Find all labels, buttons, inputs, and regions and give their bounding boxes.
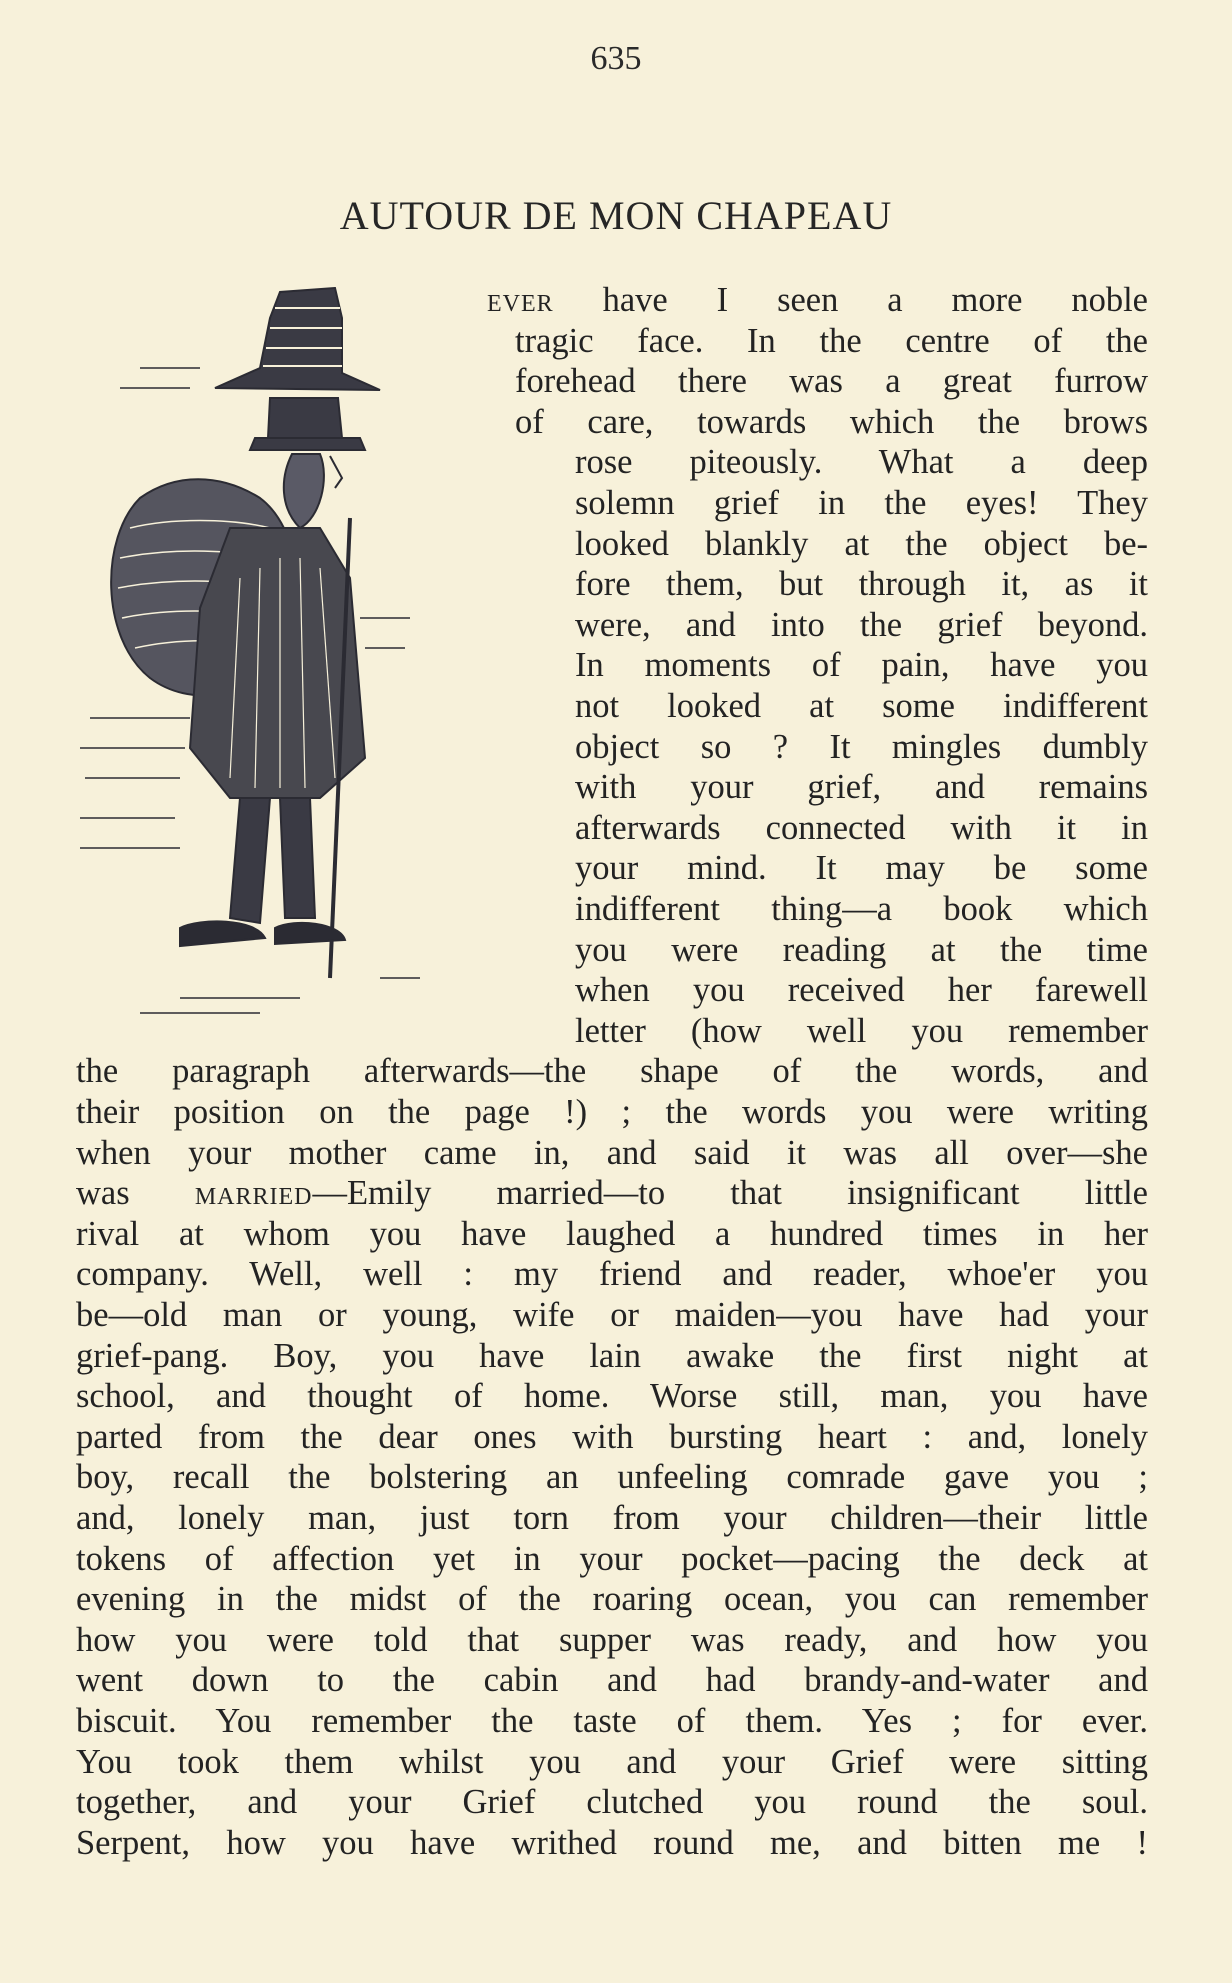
text-segment: of care, towards which the brows xyxy=(515,402,1148,441)
text-line xyxy=(575,645,1148,685)
text-line xyxy=(575,808,1148,848)
text-line xyxy=(76,1092,1148,1132)
text-segment: the paragraph afterwards—the shape of the words, and xyxy=(76,1052,1148,1091)
text-line xyxy=(76,1498,1148,1538)
text-line xyxy=(76,1295,1148,1335)
text-line xyxy=(515,402,1148,442)
text-segment: —Emily married—to that insignificant little xyxy=(312,1174,1148,1213)
text-line xyxy=(76,1457,1148,1497)
text-segment: were, and into the grief beyond. xyxy=(575,605,1148,644)
text-segment: your mind. It may be some xyxy=(575,849,1148,888)
text-segment: tokens of affection yet in your pocket—pacing the deck at xyxy=(76,1539,1148,1578)
man-with-hat-and-sack-illustration xyxy=(80,278,520,1038)
drop-cap-word: EVER xyxy=(487,291,554,317)
text-segment: was xyxy=(76,1174,195,1213)
text-line xyxy=(76,1620,1148,1660)
text-segment: be—old man or young, wife or maiden—you have had your xyxy=(76,1296,1148,1334)
text-segment: grief-pang. Boy, you have lain awake the first night at xyxy=(76,1336,1148,1375)
text-segment: and, lonely man, just torn from your children—their little xyxy=(76,1499,1148,1537)
text-segment: have I seen a more noble xyxy=(553,281,1148,319)
text-line xyxy=(575,930,1148,970)
page-number: 635 xyxy=(590,40,642,77)
text-line xyxy=(76,1823,1148,1863)
text-line xyxy=(575,889,1148,929)
text-line xyxy=(575,686,1148,726)
text-segment: their position on the page !) ; the words you were writing xyxy=(76,1093,1148,1131)
text-segment: letter (how well you remember xyxy=(575,1011,1148,1050)
text-segment: boy, recall the bolstering an unfeeling comrade gave you ; xyxy=(76,1458,1148,1497)
text-segment: indifferent thing—a book which xyxy=(575,890,1148,928)
text-segment: forehead there was a great furrow xyxy=(515,362,1148,401)
text-segment: how you were told that supper was ready, and how you xyxy=(76,1620,1148,1659)
text-line xyxy=(76,1579,1148,1619)
text-line xyxy=(76,1376,1148,1416)
text-segment: evening in the midst of the roaring ocean, you can remember xyxy=(76,1580,1148,1619)
text-segment: afterwards connected with it in xyxy=(575,808,1148,847)
text-line xyxy=(76,1539,1148,1579)
text-line xyxy=(575,1011,1148,1051)
text-segment: together, and your Grief clutched you round the soul. xyxy=(76,1783,1148,1822)
text-segment: when you received her farewell xyxy=(575,971,1148,1010)
text-segment: with your grief, and remains xyxy=(575,768,1148,807)
text-line xyxy=(76,1051,1148,1091)
text-line xyxy=(76,1660,1148,1700)
text-line xyxy=(76,1742,1148,1782)
chapter-title: AUTOUR DE MON CHAPEAU xyxy=(339,193,893,238)
text-line xyxy=(575,970,1148,1010)
text-segment: solemn grief in the eyes! They xyxy=(575,484,1148,522)
text-line xyxy=(575,442,1148,482)
text-line xyxy=(76,1133,1148,1173)
text-segment: you were reading at the time xyxy=(575,930,1148,969)
text-line xyxy=(575,564,1148,604)
text-line xyxy=(76,1336,1148,1376)
text-segment: fore them, but through it, as it xyxy=(575,565,1148,604)
text-segment: parted from the dear ones with bursting heart : and, lonely xyxy=(76,1417,1148,1456)
text-line xyxy=(575,483,1148,523)
text-line xyxy=(575,848,1148,888)
text-line xyxy=(76,1701,1148,1741)
text-segment: You took them whilst you and your Grief were sitting xyxy=(76,1742,1148,1781)
text-line xyxy=(76,1173,1148,1217)
text-segment: company. Well, well : my friend and reader, whoe'er you xyxy=(76,1255,1148,1294)
text-segment: tragic face. In the centre of the xyxy=(515,321,1148,360)
text-segment: rose piteously. What a deep xyxy=(575,443,1148,482)
text-line xyxy=(76,1417,1148,1457)
text-line xyxy=(515,321,1148,361)
text-line xyxy=(76,1254,1148,1294)
text-segment: object so ? It mingles dumbly xyxy=(575,727,1148,766)
text-line xyxy=(515,361,1148,401)
text-line xyxy=(575,605,1148,645)
text-segment: went down to the cabin and had brandy-and-water and xyxy=(76,1661,1148,1700)
text-segment: not looked at some indifferent xyxy=(575,687,1148,725)
text-line xyxy=(575,727,1148,767)
text-line xyxy=(487,280,1148,324)
text-line xyxy=(76,1782,1148,1822)
text-segment: school, and thought of home. Worse still, man, you have xyxy=(76,1377,1148,1416)
small-caps-word: MARRIED xyxy=(194,1184,313,1211)
text-segment: looked blankly at the object be- xyxy=(575,524,1148,563)
text-line xyxy=(575,524,1148,564)
text-segment: biscuit. You remember the taste of them. Yes ; for ever. xyxy=(76,1702,1148,1740)
text-segment: rival at whom you have laughed a hundred times in her xyxy=(76,1214,1148,1253)
text-line xyxy=(76,1214,1148,1254)
text-segment: In moments of pain, have you xyxy=(575,646,1148,685)
text-segment: when your mother came in, and said it was all over—she xyxy=(76,1133,1148,1172)
text-line xyxy=(575,767,1148,807)
text-segment: Serpent, how you have writhed round me, and bitten me ! xyxy=(76,1823,1148,1862)
